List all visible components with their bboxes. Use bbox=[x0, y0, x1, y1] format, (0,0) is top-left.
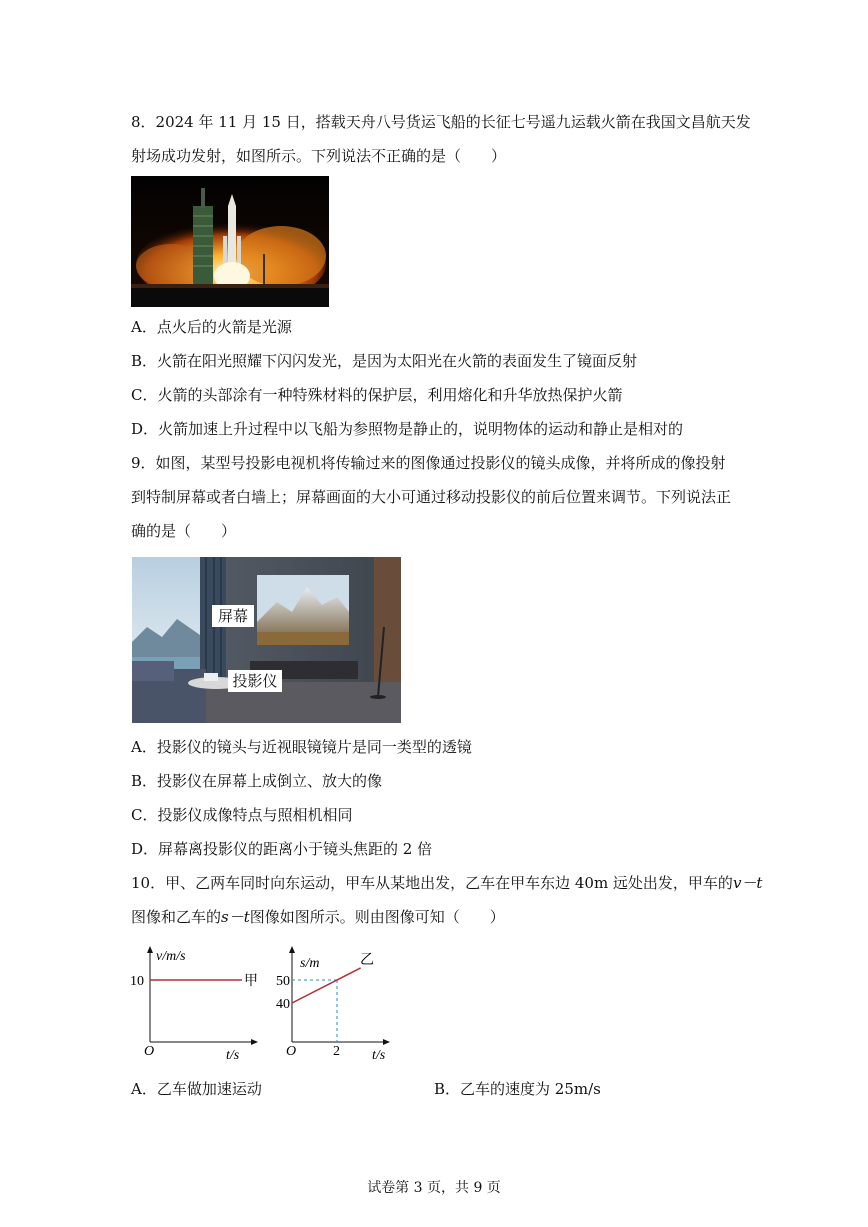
q9-stem-line1: 9．如图，某型号投影电视机将传输过来的图像通过投影仪的镜头成像，并将所成的像投射 bbox=[131, 454, 726, 472]
q10-st-symbol: s－t bbox=[221, 908, 250, 926]
q10-option-a: A．乙车做加速运动 bbox=[131, 1080, 262, 1098]
rocket-launch-photo bbox=[131, 176, 329, 307]
st-series-yi-label: 乙 bbox=[360, 953, 374, 968]
screen-label: 屏幕 bbox=[217, 607, 248, 625]
st-ytick-50: 50 bbox=[276, 974, 290, 989]
vt-xlabel: t/s bbox=[226, 1048, 240, 1063]
st-x-arrow bbox=[383, 1039, 390, 1045]
q8-stem-line1: 8．2024 年 11 月 15 日，搭载天舟八号货运飞船的长征七号遥九运载火箭在我国文昌航天发 bbox=[131, 113, 751, 131]
st-ytick-40: 40 bbox=[276, 997, 290, 1012]
q10-stem-line2-text-b: 图像如图所示。则由图像可知（ ） bbox=[249, 908, 505, 926]
q9-stem-line3: 确的是（ ） bbox=[131, 522, 237, 540]
vt-graph bbox=[126, 942, 266, 1064]
q10-stem-line2-text-a: 图像和乙车的 bbox=[131, 908, 222, 926]
q10-stem-line1 bbox=[131, 872, 762, 894]
vt-ylabel: v/m/s bbox=[156, 949, 186, 964]
q9-stem-line2: 到特制屏幕或者白墙上；屏幕画面的大小可通过移动投影仪的前后位置来调节。下列说法正 bbox=[131, 488, 732, 506]
vt-x-arrow bbox=[251, 1039, 258, 1045]
vt-y-arrow bbox=[147, 946, 153, 953]
projector-room-photo bbox=[132, 557, 401, 723]
q9-option-d: D．屏幕离投影仪的距离小于镜头焦距的 2 倍 bbox=[131, 840, 433, 858]
q9-option-a: A．投影仪的镜头与近视眼镜镜片是同一类型的透镜 bbox=[131, 738, 472, 756]
q8-option-a: A．点火后的火箭是光源 bbox=[131, 318, 292, 336]
q8-option-c: C．火箭的头部涂有一种特殊材料的保护层，利用熔化和升华放热保护火箭 bbox=[131, 386, 623, 404]
q10-stem-line1-text: 10．甲、乙两车同时向东运动，甲车从某地出发，乙车在甲车东边 40m 远处出发，甲车的 bbox=[131, 874, 733, 892]
q10-option-b: B．乙车的速度为 25m/s bbox=[434, 1080, 601, 1098]
q9-option-b: B．投影仪在屏幕上成倒立、放大的像 bbox=[131, 772, 383, 790]
q9-option-c: C．投影仪成像特点与照相机相同 bbox=[131, 806, 353, 824]
q8-option-d: D．火箭加速上升过程中以飞船为参照物是静止的，说明物体的运动和静止是相对的 bbox=[131, 420, 684, 438]
q8-stem-line2: 射场成功发射，如图所示。下列说法不正确的是（ ） bbox=[131, 147, 507, 165]
vt-ytick-10: 10 bbox=[130, 974, 144, 989]
vt-series-jia-label: 甲 bbox=[244, 974, 258, 989]
st-ylabel: s/m bbox=[300, 956, 320, 971]
st-graph bbox=[268, 942, 398, 1064]
st-origin: O bbox=[286, 1044, 297, 1059]
vt-origin: O bbox=[144, 1044, 155, 1059]
q10-stem-line2 bbox=[131, 906, 505, 928]
q8-option-b: B．火箭在阳光照耀下闪闪发光，是因为太阳光在火箭的表面发生了镜面反射 bbox=[131, 352, 638, 370]
st-series-yi-line bbox=[292, 968, 361, 1003]
st-xlabel: t/s bbox=[372, 1048, 386, 1063]
st-xtick-2: 2 bbox=[333, 1044, 340, 1059]
page-footer: 试卷第 3 页，共 9 页 bbox=[367, 1180, 501, 1196]
projector-label: 投影仪 bbox=[232, 672, 278, 690]
q10-vt-symbol: v－t bbox=[732, 874, 763, 892]
st-y-arrow bbox=[289, 946, 295, 953]
